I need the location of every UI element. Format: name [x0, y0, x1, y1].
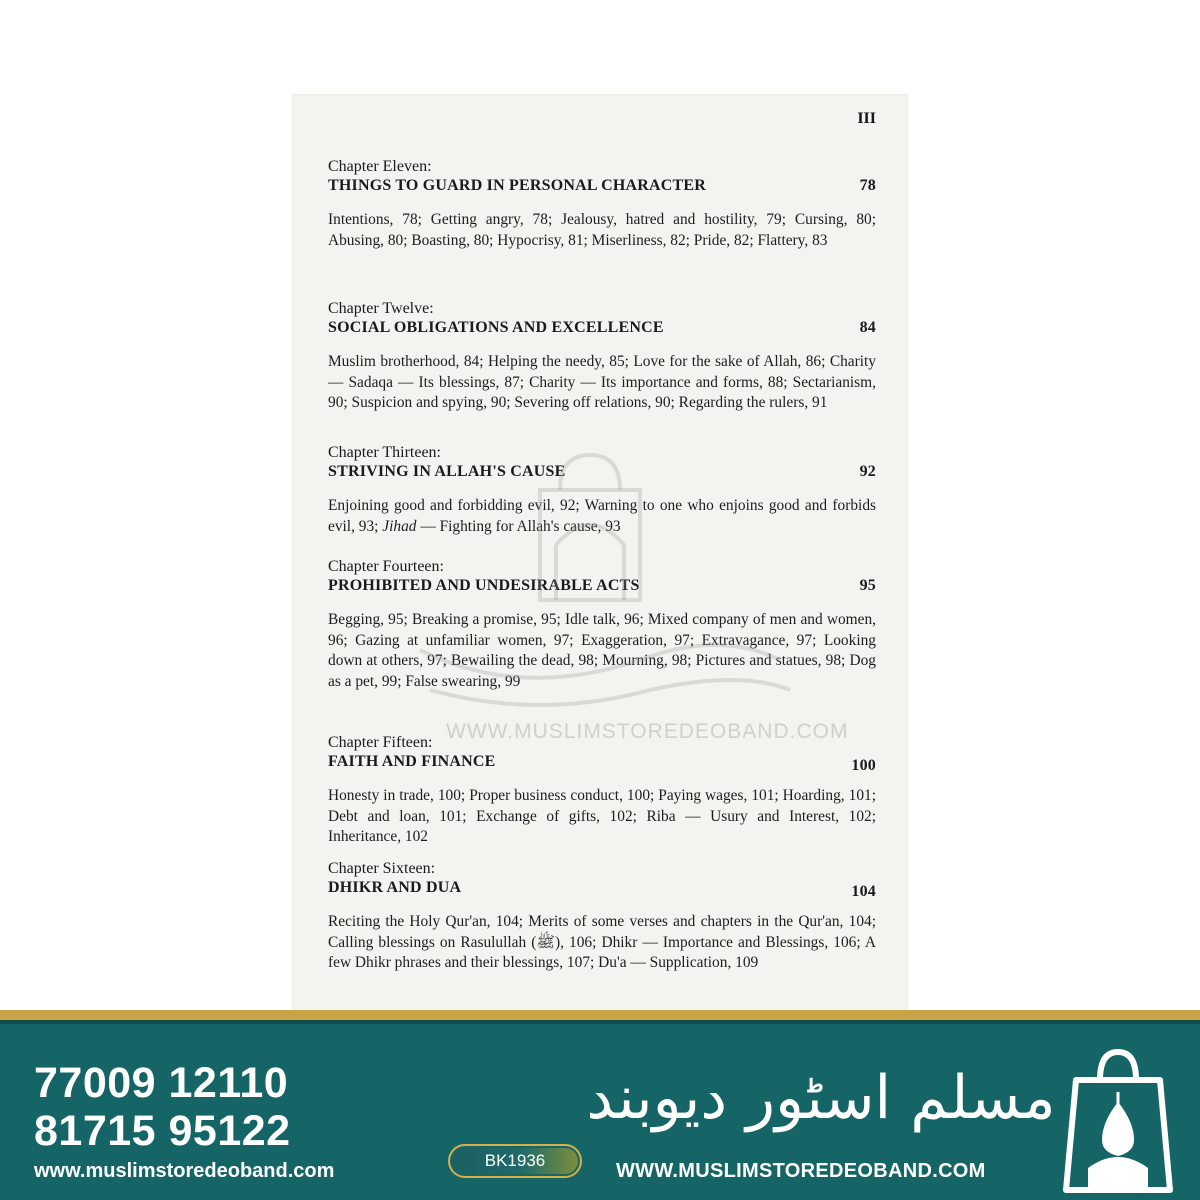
chapter-page-number: 84: [859, 319, 876, 336]
chapter-title: [328, 176, 876, 196]
chapter-page-number: 104: [851, 883, 876, 900]
page-number: III: [857, 110, 876, 127]
calligraphy-text: مسلم اسٹور دیوبند: [586, 1063, 1056, 1133]
chapter-title: [328, 318, 876, 338]
chapter-title-text: PROHIBITED AND UNDESIRABLE ACTS: [328, 577, 640, 594]
chapter-contents: Begging, 95; Breaking a promise, 95; Idle talk, 96; Mixed company of men and women, 96; Gazing at unfamiliar women, 97; Exaggeration, 97; Extravagance, 97; Looking down at others, 97; Bewailing the dead, 98; Mourning, 98; Pictures and statues, 98; Dog as a pet, 99; False swearing, 99: [328, 611, 876, 690]
footer-banner: [0, 1010, 1200, 1200]
chapter-title-text: STRIVING IN ALLAH'S CAUSE: [328, 463, 566, 480]
phone-number-1[interactable]: 77009 12110: [34, 1059, 289, 1107]
chapter-fourteen: [328, 558, 876, 692]
product-code-badge: [448, 1144, 582, 1178]
chapter-contents: Reciting the Holy Qur'an, 104; Merits of some verses and chapters in the Qur'an, 104; Calling blessings on Rasulullah (ﷺ), 106; Dhikr — Importance and Blessings, 106; A few Dhikr phrases and their blessings, 107; Du'a — Supplication, 109: [328, 913, 876, 971]
calligraphy-logo: [586, 1044, 1056, 1150]
chapter-label: Chapter Eleven:: [328, 158, 432, 175]
website-link-right[interactable]: WWW.MUSLIMSTOREDEOBAND.COM: [616, 1160, 986, 1182]
chapter-label: Chapter Twelve:: [328, 300, 434, 317]
chapter-label: Chapter Fourteen:: [328, 558, 444, 575]
chapter-title: [328, 462, 876, 482]
chapter-title-text: DHIKR AND DUA: [328, 879, 462, 896]
chapter-sixteen: [328, 860, 876, 974]
chapter-page-number: 100: [851, 757, 876, 774]
chapter-page-number: 92: [859, 463, 876, 480]
chapter-title-text: SOCIAL OBLIGATIONS AND EXCELLENCE: [328, 319, 664, 336]
chapter-contents: Muslim brotherhood, 84; Helping the needy, 85; Love for the sake of Allah, 86; Charity — Sadaqa — Its blessings, 87; Charity — Its importance and forms, 88; Sectarianism, 90; Suspicion and spying, 90; Severing off relations, 90; Regarding the rulers, 91: [328, 353, 876, 411]
chapter-label: Chapter Thirteen:: [328, 444, 441, 461]
chapter-thirteen: [328, 444, 876, 537]
chapter-eleven: [328, 158, 876, 251]
contents-text: — Fighting for Allah's cause, 93: [416, 517, 621, 535]
product-code: BK1936: [484, 1151, 546, 1170]
chapter-title: [328, 752, 876, 772]
chapter-twelve: [328, 300, 876, 414]
watermark-text: WWW.MUSLIMSTOREDEOBAND.COM: [446, 720, 849, 743]
chapter-label: Chapter Sixteen:: [328, 860, 436, 877]
book-page: [292, 94, 908, 1014]
chapter-title-text: FAITH AND FINANCE: [328, 753, 496, 770]
chapter-title: [328, 878, 876, 898]
chapter-title-text: THINGS TO GUARD IN PERSONAL CHARACTER: [328, 177, 706, 194]
chapter-label: Chapter Fifteen:: [328, 734, 433, 751]
footer-dark-stripe: [0, 1020, 1200, 1024]
chapter-fifteen: [328, 734, 876, 848]
chapter-contents: Intentions, 78; Getting angry, 78; Jealousy, hatred and hostility, 79; Cursing, 80; Abusing, 80; Boasting, 80; Hypocrisy, 81; Miserliness, 82; Pride, 82; Flattery, 83: [328, 211, 876, 249]
chapter-contents: Honesty in trade, 100; Proper business conduct, 100; Paying wages, 101; Hoarding, 101; Debt and loan, 101; Exchange of gifts, 102; Riba — Usury and Interest, 102; Inheritance, 102: [328, 787, 876, 845]
chapter-contents: [328, 496, 876, 537]
website-link-left[interactable]: www.muslimstoredeoband.com: [34, 1160, 335, 1182]
phone-number-2[interactable]: 81715 95122: [34, 1107, 291, 1155]
chapter-title: [328, 576, 876, 596]
contents-text: Enjoining good and forbidding evil, 92; Warning to one who enjoins good and forbids evil, 93;: [328, 497, 876, 535]
contents-italic-term: Jihad: [382, 517, 417, 535]
shopping-bag-mosque-icon: [1058, 1040, 1178, 1200]
chapter-page-number: 78: [859, 177, 876, 194]
chapter-page-number: 95: [859, 577, 876, 594]
footer-gold-stripe: [0, 1010, 1200, 1020]
